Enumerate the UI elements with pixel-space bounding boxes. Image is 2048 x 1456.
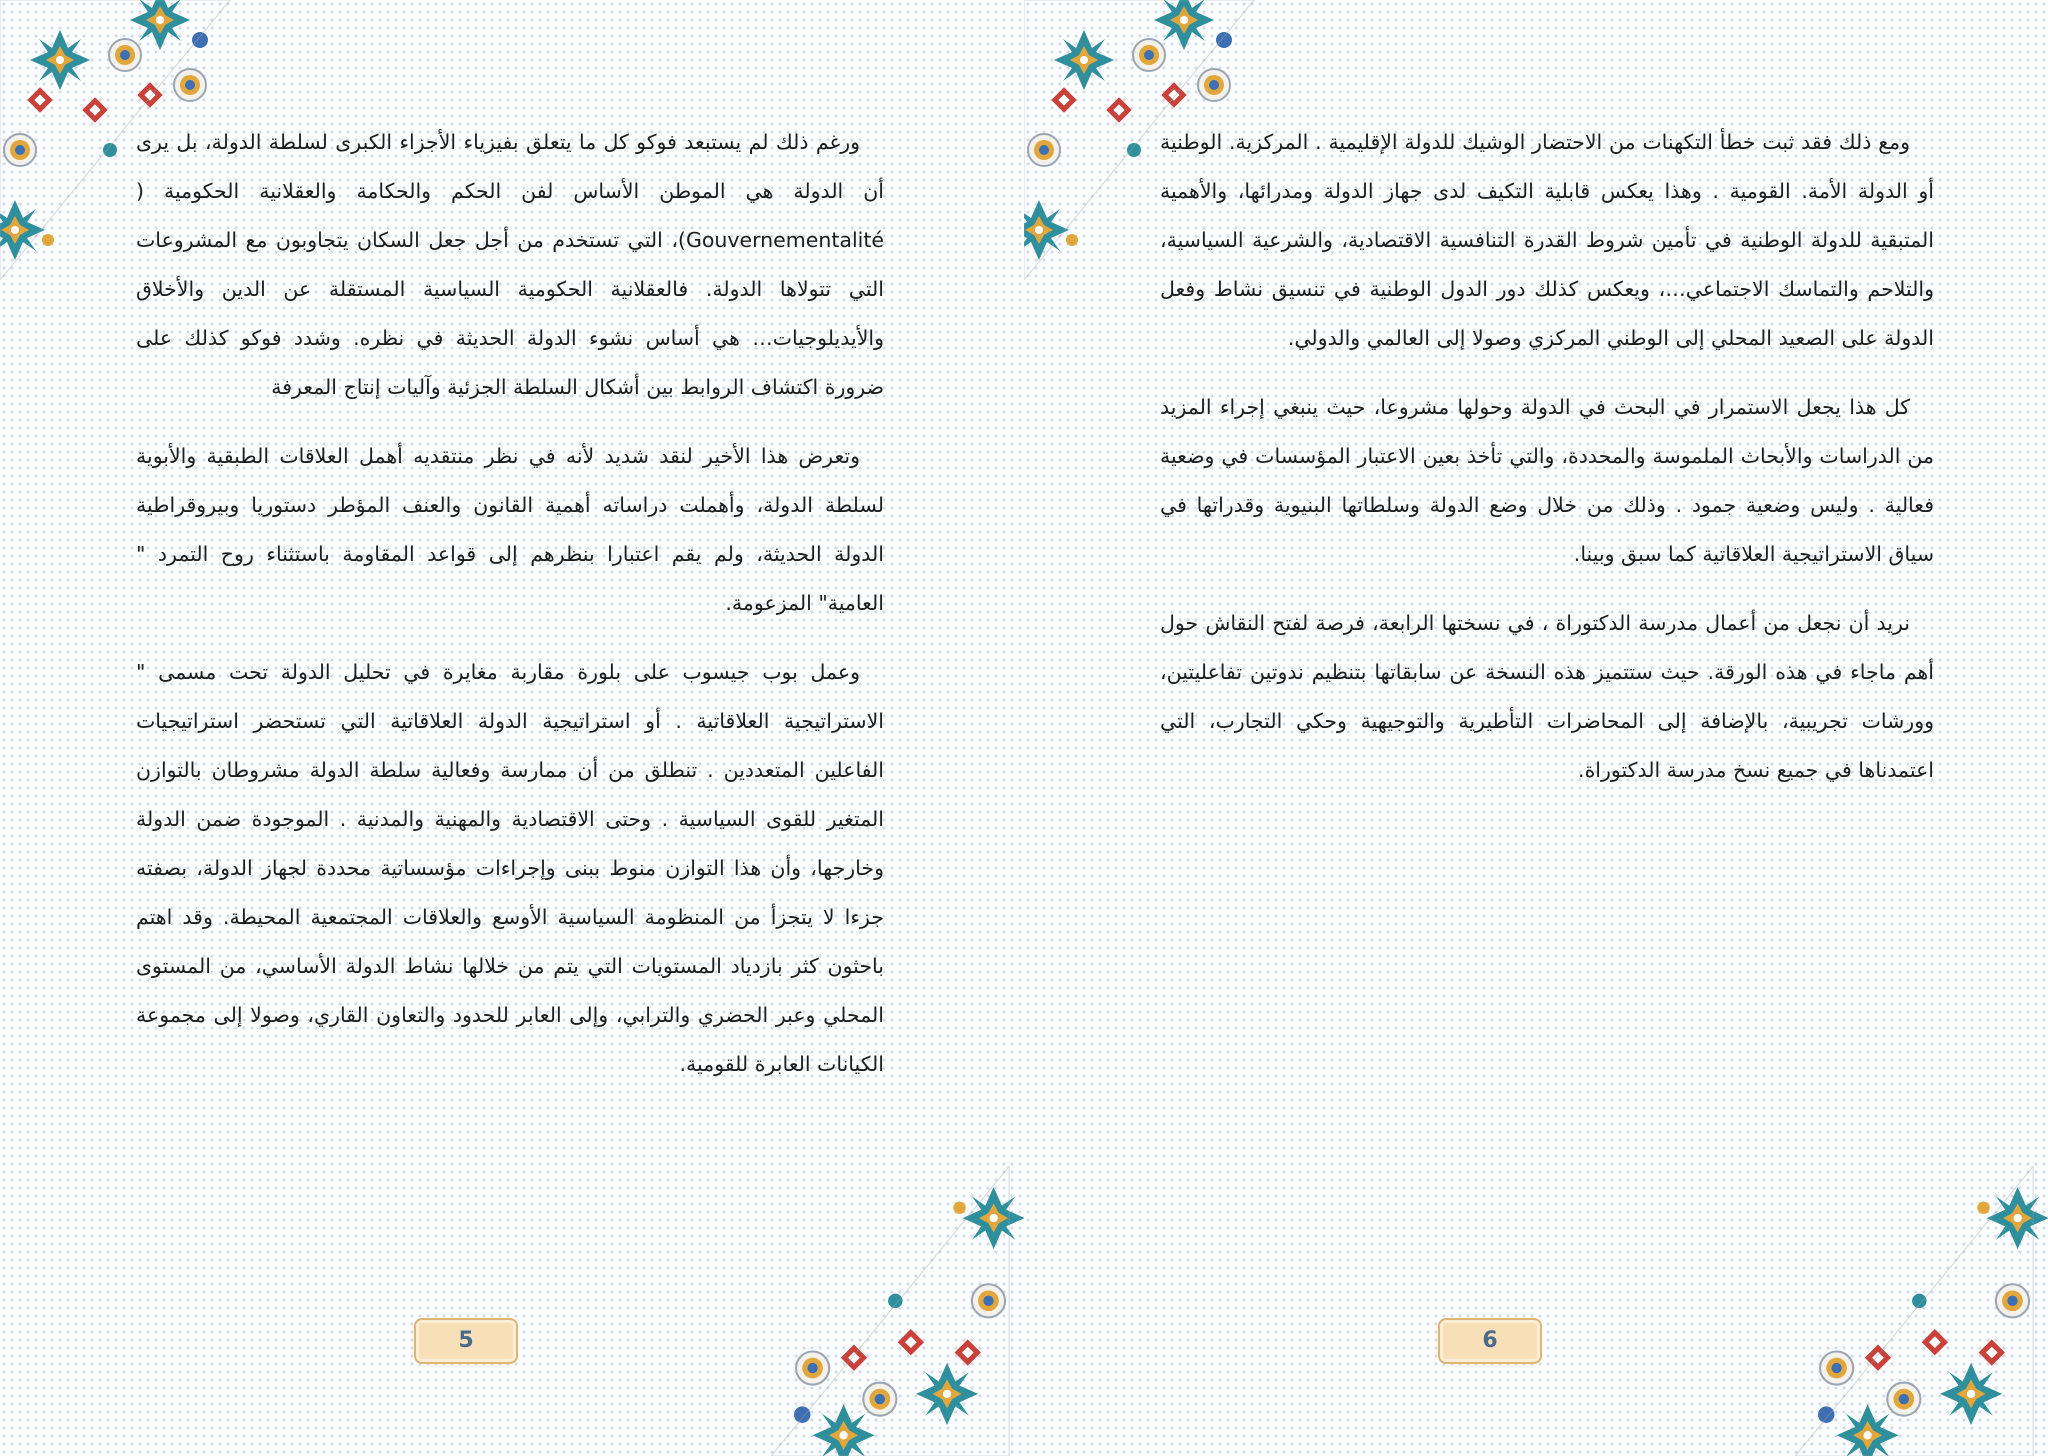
paragraph: ومع ذلك فقد ثبت خطأ التكهنات من الاحتضار الوشيك للدولة الإقليمية . المركزية. الوطنية أو الدولة الأمة. القومية . وهذا يعكس قابلية التكيف لدى جهاز الدولة ومدرائها، والأهمية المتبقية للدولة الوطنية في تأمين شروط القدرة التنافسية الاقتصادية، والشرعية السياسية، والتلاحم والتماسك الاجتماعي…، ويعكس كذلك دور الدول الوطنية في تنسيق نشاط وفعل الدولة على الصعيد المحلي إلى الوطني المركزي وصولا إلى العالمي والدولي.	[1160, 130, 1934, 350]
page-6	[1024, 0, 2048, 1456]
paragraph: ورغم ذلك لم يستبعد فوكو كل ما يتعلق بفيزياء الأجزاء الكبرى لسلطة الدولة، بل يرى أن الدولة هي الموطن الأساس لفن الحكم والحكامة والعقلانية الحكومية ( Gouvernementalité)، التي تستخدم من أجل جعل السكان يتجاوبون مع المشروعات التي تتولاها الدولة. فالعقلانية الحكومية السياسية المستقلة عن الدين والأخلاق والأيديلوجيات… هي أساس نشوء الدولة الحديثة في نظره. وشدد فوكو كذلك على ضرورة اكتشاف الروابط بين أشكال السلطة الجزئية وآليات إنتاج المعرفة	[136, 130, 884, 399]
ornament-bottom-right	[740, 1156, 1024, 1456]
page-number-badge: 5	[414, 1318, 518, 1364]
page-number-badge: 6	[1438, 1318, 1542, 1364]
paragraph: كل هذا يجعل الاستمرار في البحث في الدولة وحولها مشروعا، حيث ينبغي إجراء المزيد من الدراسات والأبحاث الملموسة والمحددة، والتي تأخذ بعين الاعتبار المؤسسات في وضعية فعالية . وليس وضعية جمود . وذلك من خلال وضع الدولة وسلطاتها البنيوية وقدراتها في سياق الاستراتيجية العلاقاتية كما سبق وبينا.	[1160, 395, 1934, 566]
paragraph: وعمل بوب جيسوب على بلورة مقاربة مغايرة في تحليل الدولة تحت مسمى " الاستراتيجية العلاقاتية . أو استراتيجية الدولة العلاقاتية التي تستحضر استراتيجيات الفاعلين المتعددين . تنطلق من أن ممارسة وفعالية سلطة الدولة مشروطان بالتوازن المتغير للقوى السياسية . وحتى الاقتصادية والمهنية والمدنية . الموجودة ضمن الدولة وخارجها، وأن هذا التوازن منوط ببنى وإجراءات مؤسساتية محددة لجهاز الدولة، بصفته جزءا لا يتجزأ من المنظومة السياسية الأوسع والعلاقات المجتمعية المحيطة. وقد اهتم باحثون كثر بازدياد المستويات التي يتم من خلالها نشاط الدولة الأساسي، من المستوى المحلي وعبر الحضري والترابي، وإلى العابر للحدود والتعاون القاري، وصولا إلى مجموعة الكيانات العابرة للقومية.	[136, 660, 884, 1076]
paragraph: وتعرض هذا الأخير لنقد شديد لأنه في نظر منتقديه أهمل العلاقات الطبقية والأبوية لسلطة الدولة، وأهملت دراساته أهمية القانون والعنف المؤطر دستوريا وبيروقراطية الدولة الحديثة، ولم يقم اعتبارا بنظرهم إلى قواعد المقاومة باستثناء روح التمرد " العامية" المزعومة.	[136, 444, 884, 615]
paragraph: نريد أن نجعل من أعمال مدرسة الدكتوراة ، في نسختها الرابعة، فرصة لفتح النقاش حول أهم ماجاء في هذه الورقة. حيث ستتميز هذه النسخة عن سابقاتها بتنظيم ندوتين تفاعليتين، وورشات تجريبية، بالإضافة إلى المحاضرات التأطيرية والتوجيهية وحكي التجارب، التي اعتمدناها في جميع نسخ مدرسة الدكتوراة.	[1160, 611, 1934, 782]
page-6-text	[1160, 118, 1934, 815]
ornament-bottom-right	[1764, 1156, 2048, 1456]
page-5-text	[136, 118, 884, 1109]
